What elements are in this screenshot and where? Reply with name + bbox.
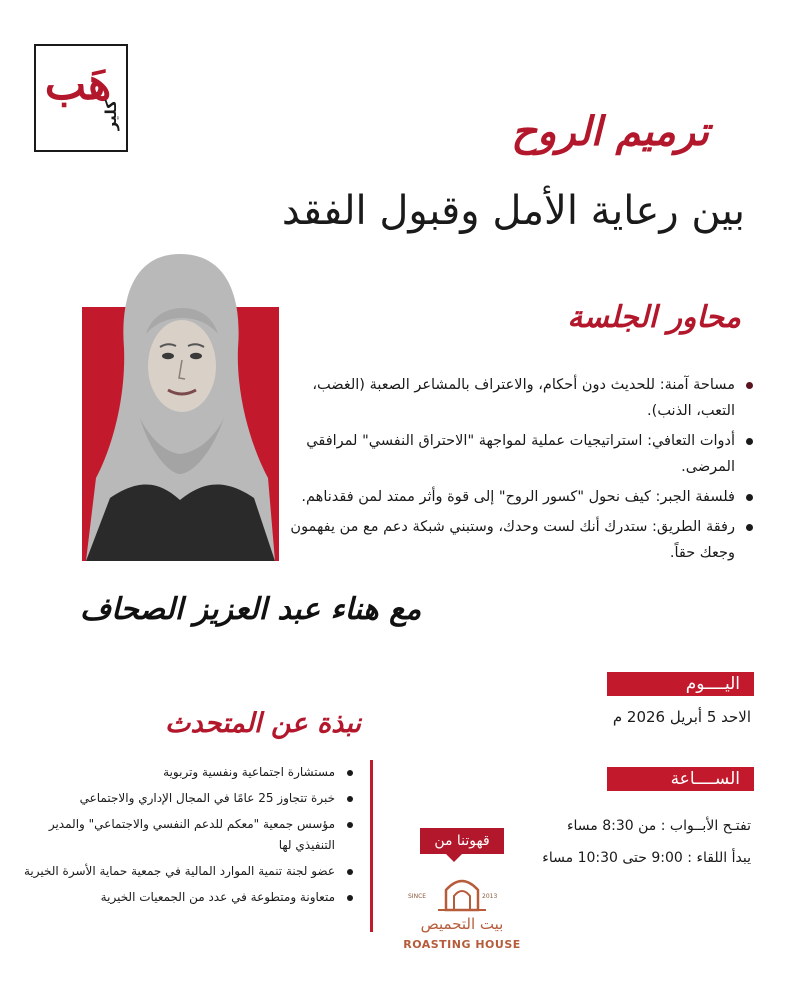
sponsor-tag: قهوتنا من: [420, 828, 504, 854]
speaker-bio-list: [13, 762, 353, 913]
list-item: متعاونة ومتطوعة في عدد من الجمعيات الخيرية: [13, 887, 353, 908]
list-item: مستشارة اجتماعية ونفسية وتربوية: [13, 762, 353, 783]
speaker-name: مع هناء عبد العزيز الصحاف: [80, 592, 422, 627]
meeting-time: يبدأ اللقاء : 9:00 حتى 10:30 مساء: [542, 850, 751, 866]
speaker-bio-heading: نبذة عن المتحدث: [165, 708, 361, 739]
day-label: اليــــوم: [607, 672, 754, 696]
list-item: مساحة آمنة: للحديث دون أحكام، والاعتراف بالمشاعر الصعبة (الغضب، التعب، الذنب).: [283, 372, 753, 424]
list-item: خبرة تتجاوز 25 عامًا في المجال الإداري والاجتماعي: [13, 788, 353, 809]
list-item: رفقة الطريق: ستدرك أنك لست وحدك، وستبني شبكة دعم مع من يفهمون وجعك حقاً.: [283, 514, 753, 566]
list-item: أدوات التعافي: استراتيجيات عملية لمواجهة "الاحتراق النفسي" لمرافقي المرضى.: [283, 428, 753, 480]
time-label: الســــاعة: [607, 767, 754, 791]
sponsor-name-arabic: بيت التحميص: [420, 915, 504, 933]
speaker-photo: [82, 248, 279, 561]
list-item: مؤسس جمعية "معكم للدعم النفسي والاجتماعي" والمدير التنفيذي لها: [13, 814, 353, 856]
session-topics-heading: محاور الجلسة: [567, 300, 741, 335]
sponsor-since: SINCE: [408, 893, 427, 900]
divider: [370, 760, 373, 932]
list-item: عضو لجنة تنمية الموارد المالية في جمعية حماية الأسرة الخيرية: [13, 861, 353, 882]
brand-logo-subtext: كلير: [102, 100, 120, 131]
sponsor-year: 2013: [482, 893, 498, 900]
event-title: ترميم الروح: [511, 108, 709, 155]
brand-logo: هَب: [44, 59, 112, 110]
doors-open-time: تفتـح الأبــواب : من 8:30 مساء: [566, 818, 751, 834]
event-subtitle: بين رعاية الأمل وقبول الفقد: [281, 188, 745, 234]
session-topics-list: [283, 372, 753, 570]
day-value: الاحد 5 أبريل 2026 م: [612, 708, 751, 726]
sponsor-name-english: ROASTING HOUSE: [403, 938, 521, 951]
list-item: فلسفة الجبر: كيف نحول "كسور الروح" إلى قوة وأثر ممتد لمن فقدناهم.: [283, 484, 753, 510]
